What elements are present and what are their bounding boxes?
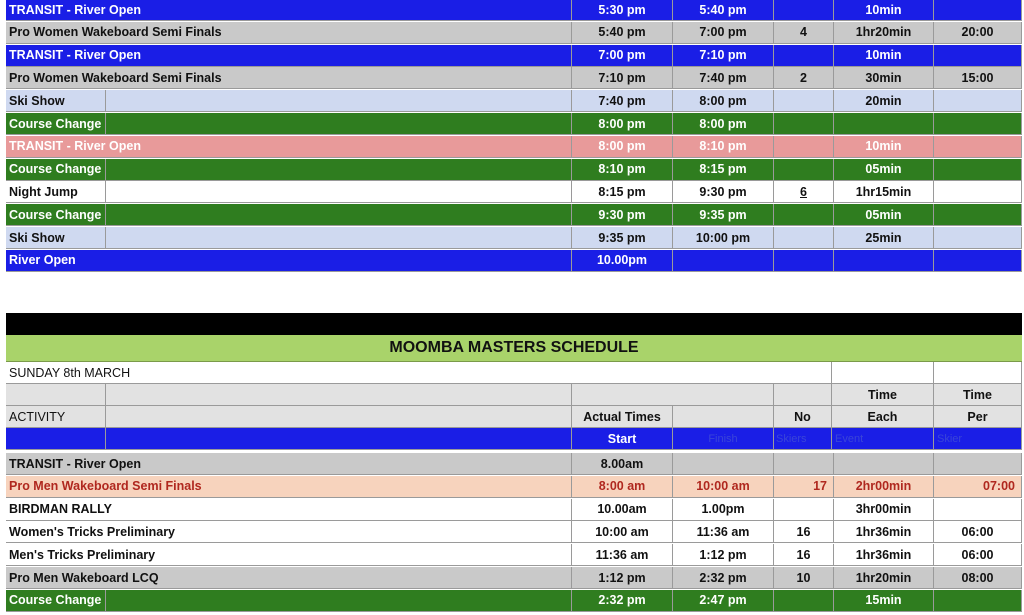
activity-cell: Men's Tricks Preliminary	[6, 544, 572, 566]
activity-cell: Pro Women Wakeboard Semi Finals	[6, 22, 572, 44]
activity-cell: Course Change	[6, 590, 106, 612]
time-each-cell: 3hr00min	[834, 499, 934, 521]
time-each-cell: 05min	[834, 204, 934, 226]
activity-cell: Women's Tricks Preliminary	[6, 521, 572, 543]
skier-count-cell	[774, 590, 834, 612]
masters-schedule-row	[6, 521, 1022, 543]
masters-schedule-title: MOOMBA MASTERS SCHEDULE	[6, 335, 1022, 362]
finish-time-cell: 11:36 am	[673, 521, 774, 543]
time-each-cell: 1hr15min	[834, 181, 934, 203]
evening-schedule-row	[6, 113, 1022, 135]
time-each-cell: 2hr00min	[834, 476, 934, 498]
start-time-cell: 8:00 pm	[572, 113, 673, 135]
spacer-cell	[106, 227, 572, 249]
finish-time-cell: 8:00 pm	[673, 90, 774, 112]
time-per-cell	[934, 159, 1022, 181]
finish-time-cell	[673, 453, 774, 475]
time-per-cell	[934, 136, 1022, 158]
spacer-cell	[106, 204, 572, 226]
finish-time-cell: 8:15 pm	[673, 159, 774, 181]
start-time-cell: 8:10 pm	[572, 159, 673, 181]
skier-count-cell: 16	[774, 521, 834, 543]
skier-count-cell	[774, 45, 834, 67]
skier-count-cell	[774, 113, 834, 135]
start-time-cell: 10:00 am	[572, 521, 673, 543]
start-time-cell: 2:32 pm	[572, 590, 673, 612]
finish-time-cell: 7:10 pm	[673, 45, 774, 67]
activity-cell: Pro Women Wakeboard Semi Finals	[6, 67, 572, 89]
activity-cell: TRANSIT - River Open	[6, 453, 572, 475]
skier-count-cell: 2	[774, 67, 834, 89]
start-header: Start	[572, 428, 673, 450]
skier-count-cell: 6	[774, 181, 834, 203]
skier-count-cell	[774, 204, 834, 226]
evening-schedule-row	[6, 45, 1022, 67]
time-each-cell: 05min	[834, 159, 934, 181]
activity-cell: Pro Men Wakeboard Semi Finals	[6, 476, 572, 498]
finish-time-cell: 10:00 am	[673, 476, 774, 498]
start-time-cell: 9:30 pm	[572, 204, 673, 226]
time-each-cell: 1hr36min	[834, 544, 934, 566]
time-per-cell	[934, 181, 1022, 203]
time-each-header-top	[832, 362, 934, 384]
activity-cell: TRANSIT - River Open	[6, 136, 572, 158]
finish-time-cell: 8:00 pm	[673, 113, 774, 135]
start-time-cell: 8:00 pm	[572, 136, 673, 158]
time-per-cell: 06:00	[934, 521, 1022, 543]
activity-cell: Night Jump	[6, 181, 106, 203]
section-divider-bar	[6, 313, 1022, 335]
activity-cell: River Open	[6, 250, 572, 272]
evening-schedule-row	[6, 90, 1022, 112]
time-per-cell: 15:00	[934, 67, 1022, 89]
skier-count-cell	[774, 250, 834, 272]
time-each-cell: 10min	[834, 45, 934, 67]
spacer-cell	[106, 159, 572, 181]
time-per-header-line1: Time	[934, 384, 1022, 406]
skier-count-cell	[774, 227, 834, 249]
time-per-cell: 20:00	[934, 22, 1022, 44]
finish-time-cell: 2:47 pm	[673, 590, 774, 612]
spacer-cell	[106, 113, 572, 135]
time-per-cell	[934, 227, 1022, 249]
activity-cell: Ski Show	[6, 90, 106, 112]
masters-schedule-row	[6, 476, 1022, 498]
time-per-cell	[934, 250, 1022, 272]
start-time-cell: 8:15 pm	[572, 181, 673, 203]
activity-header: ACTIVITY	[6, 406, 106, 428]
time-per-cell	[934, 590, 1022, 612]
finish-time-cell: 9:30 pm	[673, 181, 774, 203]
time-each-cell: 1hr36min	[834, 521, 934, 543]
date-label: SUNDAY 8th MARCH	[6, 362, 832, 384]
date-row	[6, 362, 1022, 384]
time-each-cell: 20min	[834, 90, 934, 112]
skier-count-cell	[774, 499, 834, 521]
masters-schedule-row	[6, 590, 1022, 612]
activity-cell: TRANSIT - River Open	[6, 0, 572, 21]
finish-time-cell: 1:12 pm	[673, 544, 774, 566]
time-per-cell	[934, 499, 1022, 521]
finish-time-cell: 9:35 pm	[673, 204, 774, 226]
start-time-cell: 7:40 pm	[572, 90, 673, 112]
skier-count-cell: 16	[774, 544, 834, 566]
time-per-header-line2: Per	[934, 406, 1022, 428]
start-time-cell: 5:40 pm	[572, 22, 673, 44]
skier-count-cell	[774, 136, 834, 158]
finish-time-cell: 1.00pm	[673, 499, 774, 521]
time-each-cell	[834, 113, 934, 135]
time-each-cell: 15min	[834, 590, 934, 612]
time-each-cell	[834, 453, 934, 475]
time-per-cell	[934, 45, 1022, 67]
masters-schedule-row	[6, 544, 1022, 566]
skier-count-cell: 4	[774, 22, 834, 44]
masters-schedule-row	[6, 453, 1022, 475]
activity-cell: Course Change	[6, 159, 106, 181]
evening-schedule-row	[6, 0, 1022, 21]
time-per-cell	[934, 113, 1022, 135]
actual-times-header: Actual Times	[572, 406, 673, 428]
start-time-cell: 8.00am	[572, 453, 673, 475]
evening-schedule-row	[6, 204, 1022, 226]
header-row-2	[6, 406, 1022, 428]
start-time-cell: 11:36 am	[572, 544, 673, 566]
start-time-cell: 10.00am	[572, 499, 673, 521]
start-time-cell: 10.00pm	[572, 250, 673, 272]
activity-cell: TRANSIT - River Open	[6, 45, 572, 67]
time-each-cell	[834, 250, 934, 272]
time-each-cell: 25min	[834, 227, 934, 249]
time-per-cell: 07:00	[934, 476, 1022, 498]
time-per-cell: 06:00	[934, 544, 1022, 566]
evening-schedule-row	[6, 250, 1022, 272]
evening-schedule-row	[6, 22, 1022, 44]
activity-cell: Course Change	[6, 113, 106, 135]
spacer-cell	[106, 181, 572, 203]
header-row-1	[6, 384, 1022, 406]
skier-header: Skier	[934, 428, 1022, 450]
time-each-cell: 1hr20min	[834, 567, 934, 589]
start-time-cell: 1:12 pm	[572, 567, 673, 589]
spacer-cell	[106, 590, 572, 612]
time-each-cell: 30min	[834, 67, 934, 89]
skier-count-cell: 10	[774, 567, 834, 589]
start-time-cell: 7:00 pm	[572, 45, 673, 67]
time-each-cell: 1hr20min	[834, 22, 934, 44]
time-each-cell: 10min	[834, 136, 934, 158]
start-time-cell: 7:10 pm	[572, 67, 673, 89]
evening-schedule-row	[6, 181, 1022, 203]
finish-time-cell: 10:00 pm	[673, 227, 774, 249]
finish-time-cell: 8:10 pm	[673, 136, 774, 158]
finish-time-cell: 7:00 pm	[673, 22, 774, 44]
skier-count-cell	[774, 159, 834, 181]
activity-cell: Course Change	[6, 204, 106, 226]
no-header: No	[774, 406, 832, 428]
time-per-header-top	[934, 362, 1022, 384]
masters-schedule-row	[6, 567, 1022, 589]
activity-cell: BIRDMAN RALLY	[6, 499, 572, 521]
evening-schedule-row	[6, 67, 1022, 89]
time-per-cell	[934, 453, 1022, 475]
header-row-3	[6, 428, 1022, 450]
time-per-cell	[934, 90, 1022, 112]
activity-cell: Pro Men Wakeboard LCQ	[6, 567, 572, 589]
skiers-header: Skiers	[774, 428, 832, 450]
start-time-cell: 5:30 pm	[572, 0, 673, 21]
event-header: Event	[832, 428, 934, 450]
skier-count-cell	[774, 453, 834, 475]
finish-time-cell: 7:40 pm	[673, 67, 774, 89]
activity-cell: Ski Show	[6, 227, 106, 249]
finish-time-cell	[673, 250, 774, 272]
evening-schedule-row	[6, 227, 1022, 249]
skier-count-cell	[774, 0, 834, 21]
skier-count-cell	[774, 90, 834, 112]
masters-schedule-row	[6, 499, 1022, 521]
evening-schedule-row	[6, 159, 1022, 181]
time-each-header-line2: Each	[832, 406, 934, 428]
finish-header: Finish	[673, 428, 774, 450]
start-time-cell: 9:35 pm	[572, 227, 673, 249]
time-per-cell: 08:00	[934, 567, 1022, 589]
time-each-header-line1: Time	[832, 384, 934, 406]
spacer-cell	[106, 90, 572, 112]
finish-time-cell: 2:32 pm	[673, 567, 774, 589]
evening-schedule-row	[6, 136, 1022, 158]
time-per-cell	[934, 0, 1022, 21]
finish-time-cell: 5:40 pm	[673, 0, 774, 21]
time-each-cell: 10min	[834, 0, 934, 21]
skier-count-cell: 17	[774, 476, 834, 498]
start-time-cell: 8:00 am	[572, 476, 673, 498]
time-per-cell	[934, 204, 1022, 226]
